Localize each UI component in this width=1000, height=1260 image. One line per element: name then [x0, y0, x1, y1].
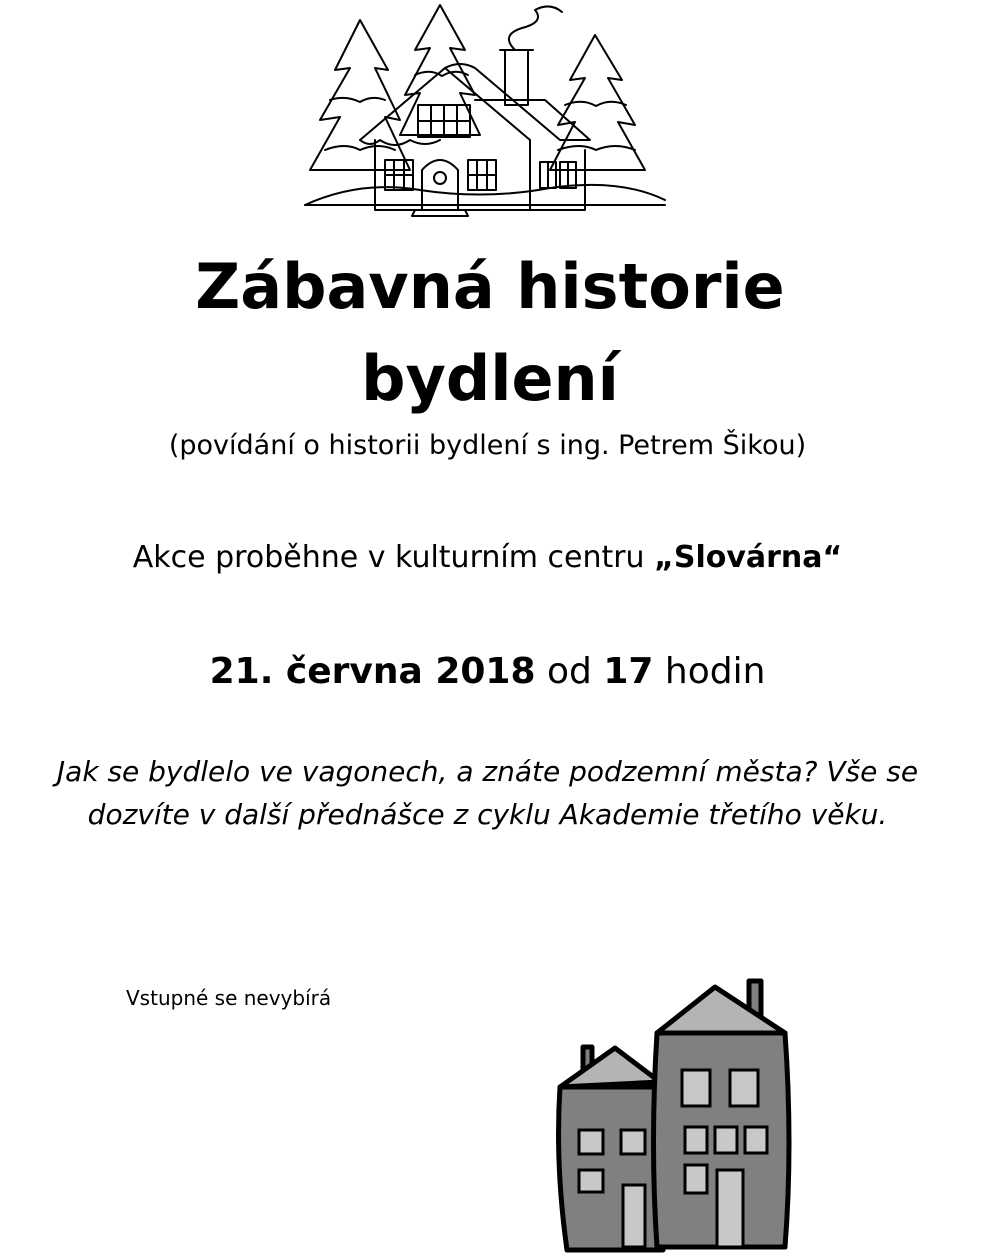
- poster-title-line2: bydlení: [361, 342, 619, 415]
- apartment-buildings-icon: [545, 975, 805, 1260]
- poster-title-line1: Zábavná historie: [195, 250, 785, 323]
- poster-subtitle: (povídání o historii bydlení s ing. Petrem Šikou): [168, 430, 807, 461]
- entry-fee-note: Vstupné se nevybírá: [126, 986, 332, 1010]
- venue-prefix: Akce proběhne v kulturním centru: [132, 540, 645, 575]
- time-unit: hodin: [664, 651, 766, 692]
- description-line1: Jak se bydlelo ve vagonech, a znáte podzemní města? Vše se: [56, 755, 919, 788]
- venue-line: [0, 537, 975, 579]
- event-date: 21. června 2018: [209, 651, 536, 692]
- snowy-cottage-icon: [300, 0, 670, 225]
- description-line2: dozvíte v další přednášce z cyklu Akademie třetího věku.: [87, 798, 888, 831]
- event-description: [30, 750, 945, 836]
- time-connector: od: [546, 651, 592, 692]
- event-date-line: [0, 648, 975, 696]
- event-time: 17: [603, 651, 654, 692]
- venue-name: „Slovárna“: [654, 540, 843, 575]
